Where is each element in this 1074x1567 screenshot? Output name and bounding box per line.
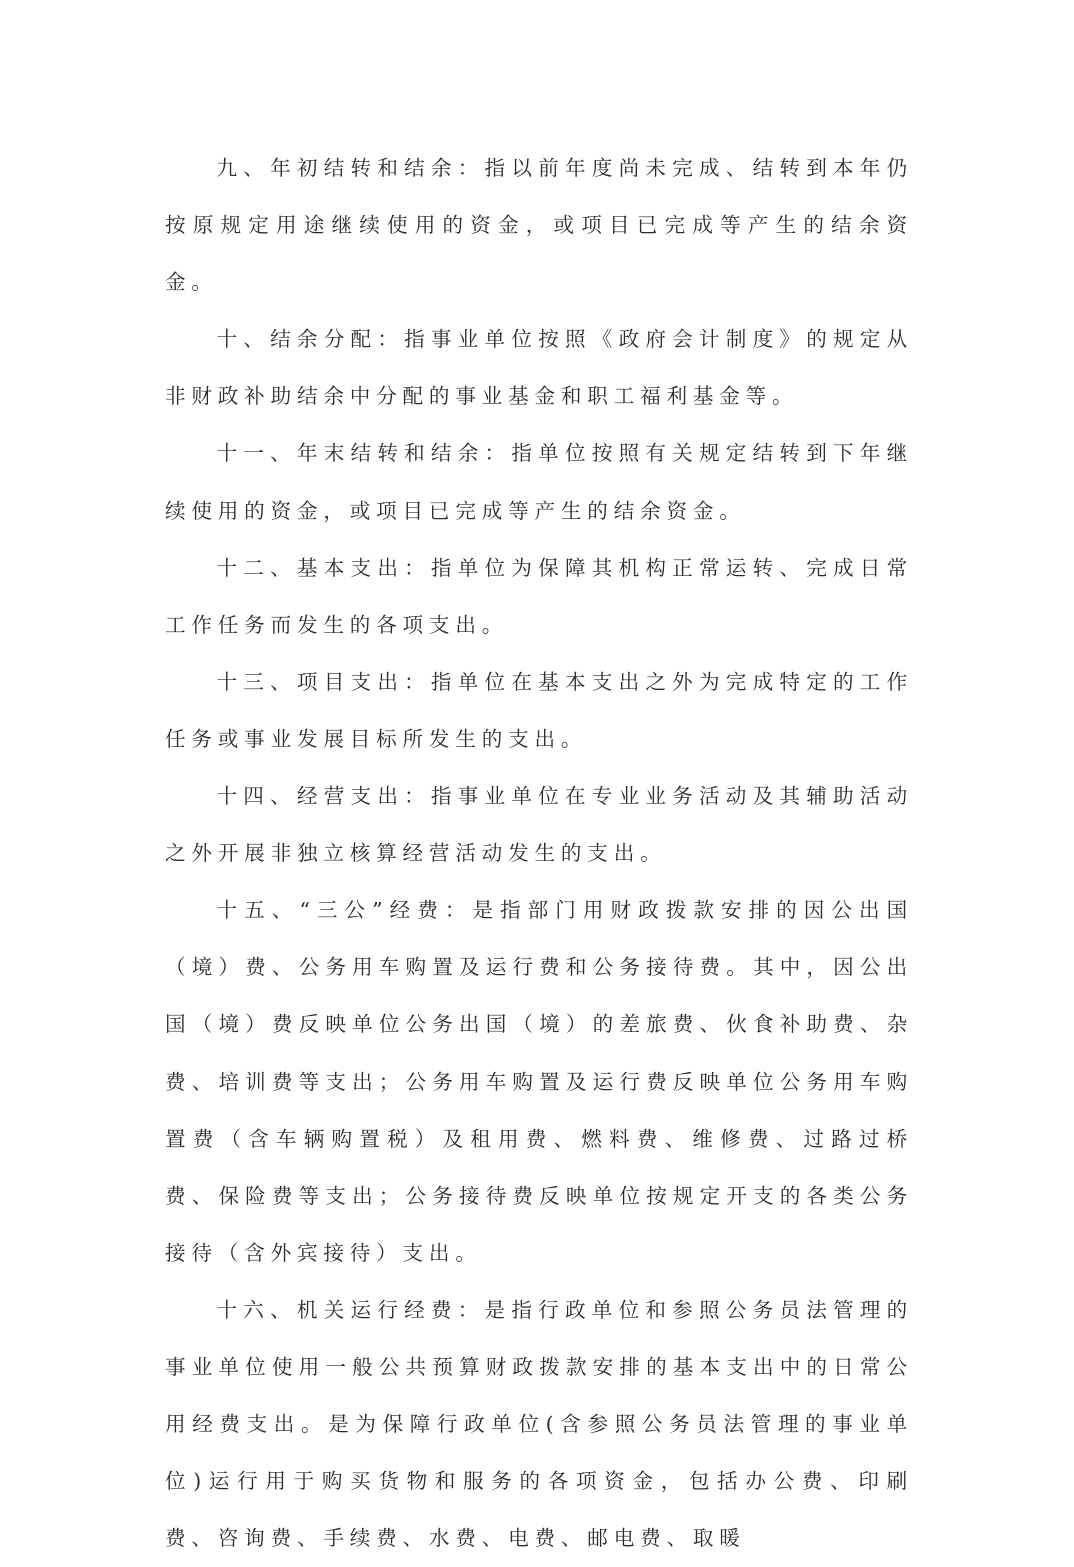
paragraph-10: 十、结余分配：指事业单位按照《政府会计制度》的规定从非财政补助结余中分配的事业基金和职工福利基金等。 <box>165 327 913 409</box>
paragraph-13: 十三、项目支出：指单位在基本支出之外为完成特定的工作任务或事业发展目标所发生的支出。 <box>165 669 913 751</box>
paragraph-12: 十二、基本支出：指单位为保障其机构正常运转、完成日常工作任务而发生的各项支出。 <box>165 555 913 637</box>
paragraph-14: 十四、经营支出：指事业单位在专业业务活动及其辅助活动之外开展非独立核算经营活动发生的支出。 <box>165 784 913 866</box>
document-body <box>165 140 913 1567</box>
paragraph-11: 十一、年末结转和结余：指单位按照有关规定结转到下年继续使用的资金，或项目已完成等产生的结余资金。 <box>165 441 913 523</box>
paragraph-15: 十五、“三公”经费：是指部门用财政拨款安排的因公出国（境）费、公务用车购置及运行费和公务接待费。其中，因公出国（境）费反映单位公务出国（境）的差旅费、伙食补助费、杂费、培训费等支出；公务用车购置及运行费反映单位公务用车购置费（含车辆购置税）及租用费、燃料费、维修费、过路过桥费、保险费等支出；公务接待费反映单位按规定开支的各类公务接待（含外宾接待）支出。 <box>165 898 913 1265</box>
paragraph-9: 九、年初结转和结余：指以前年度尚未完成、结转到本年仍按原规定用途继续使用的资金，或项目已完成等产生的结余资金。 <box>165 156 913 295</box>
paragraph-16: 十六、机关运行经费：是指行政单位和参照公务员法管理的事业单位使用一般公共预算财政拨款安排的基本支出中的日常公用经费支出。是为保障行政单位(含参照公务员法管理的事业单位)运行用于购买货物和服务的各项资金，包括办公费、印刷费、咨询费、手续费、水费、电费、邮电费、取暖 <box>165 1297 913 1551</box>
